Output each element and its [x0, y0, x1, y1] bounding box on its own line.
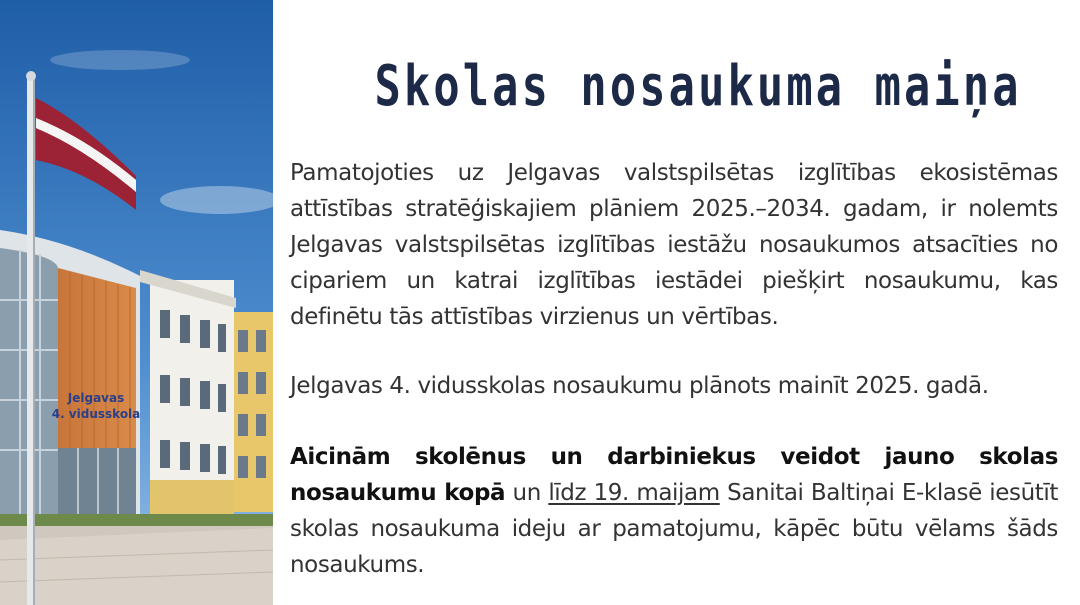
school-photo: [0, 0, 273, 605]
invitation-rest: Sanitai Baltiņai E-klasē iesūtīt skolas nosaukuma ideju ar pamatojumu, kāpēc būtu vēlams šāds nosaukums.: [290, 480, 1058, 578]
invitation-bold-text: Aicinām skolēnus un darbiniekus veidot jauno skolas nosaukumu kopā: [290, 444, 1058, 506]
announcement: [290, 0, 1058, 605]
page-title: Skolas nosaukuma maiņa: [374, 54, 1022, 119]
school-sign-line2: 4. vidusskola: [51, 407, 141, 421]
paragraph-plan: Jelgavas 4. vidusskolas nosaukumu plānots mainīt 2025. gadā.: [290, 373, 989, 399]
paragraph-intro: Pamatojoties uz Jelgavas valstspilsētas izglītības ekosistēmas attīstības stratēģiskajiem plāniem 2025.–2034. gadam, ir nolemts Jelgavas valstspilsētas izglītības iestāžu nosaukumos atsacīties no cipariem un katrai izglītības iestādei piešķirt nosaukumu, kas definētu tās attīstības virzienus un vērtības.: [290, 160, 1058, 330]
deadline-text: līdz 19. maijam: [548, 480, 720, 506]
school-sign-line1: Jelgavas: [67, 391, 125, 405]
paragraph-invitation: [290, 439, 1058, 583]
invitation-connector: un: [505, 480, 549, 506]
